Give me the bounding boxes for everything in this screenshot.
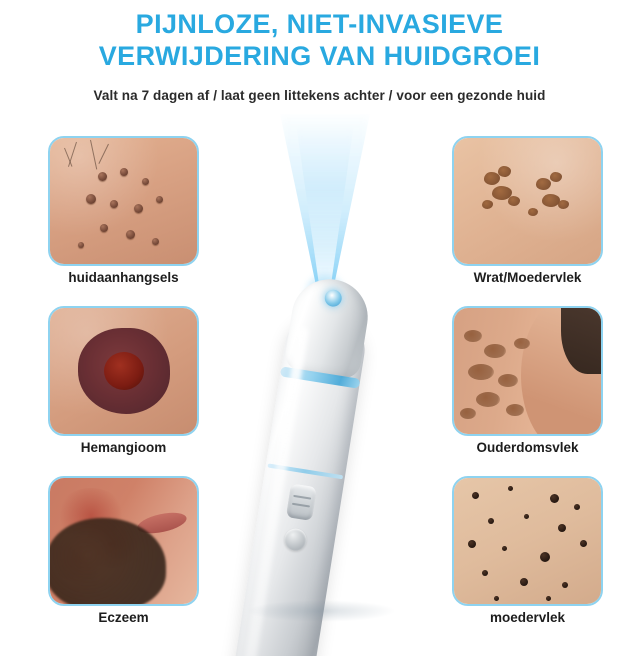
photo-wrat-moedervlek (452, 136, 603, 266)
subheadline: Valt na 7 dagen af / laat geen littekens achter / voor een gezonde huid (93, 88, 546, 103)
photo-moedervlek (452, 476, 603, 606)
page-title (0, 8, 639, 72)
card-caption: Eczeem (98, 610, 149, 625)
photo-eczeem (48, 476, 199, 606)
photo-huidaanhangsels (48, 136, 199, 266)
photo-ouderdomsvlek (452, 306, 603, 436)
card-caption: huidaanhangsels (68, 270, 179, 285)
device-shadow (246, 600, 396, 622)
device-illustration (212, 267, 394, 656)
card-caption: Wrat/Moedervlek (473, 270, 582, 285)
card-caption: Hemangioom (80, 440, 167, 455)
photo-hemangioom (48, 306, 199, 436)
card-ouderdomsvlek (452, 306, 603, 455)
card-huidaanhangsels (48, 136, 199, 285)
headline-line-2: VERWIJDERING VAN HUIDGROEI (98, 41, 541, 71)
card-wrat-moedervlek (452, 136, 603, 285)
card-hemangioom (48, 306, 199, 455)
card-eczeem (48, 476, 199, 625)
headline-line-1: PIJNLOZE, NIET-INVASIEVE (135, 9, 504, 39)
card-caption: moedervlek (489, 610, 566, 625)
card-moedervlek (452, 476, 603, 625)
device-level-switch (286, 483, 317, 521)
card-caption: Ouderdomsvlek (476, 440, 579, 455)
product-device (238, 120, 408, 620)
